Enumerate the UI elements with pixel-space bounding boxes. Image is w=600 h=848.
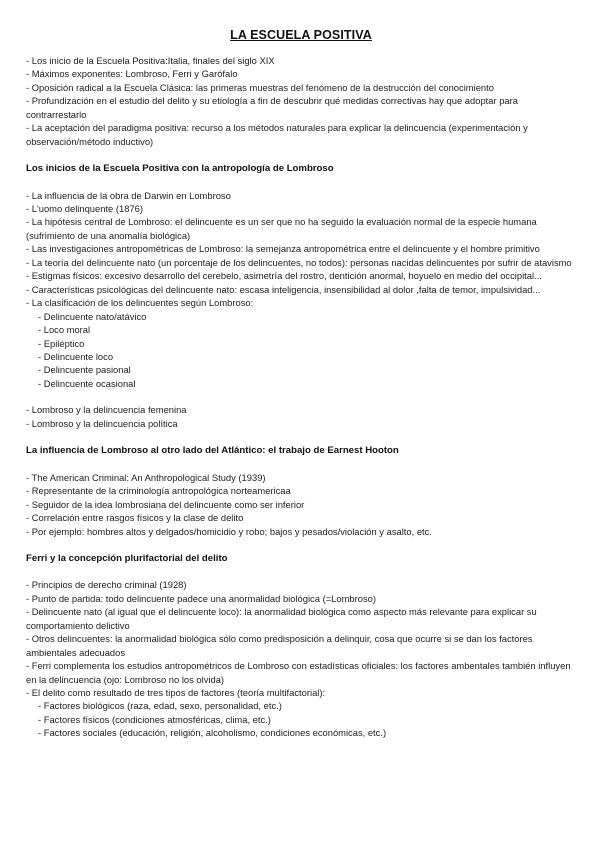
ferri-list (26, 578, 576, 739)
list-item: - Oposición radical a la Escuela Clásica: las primeras muestras del fenómeno de la destrucción del conocimiento (26, 81, 494, 93)
list-item: - La hipótesis central de Lombroso: el delincuente es un ser que no ha seguido la evaluación normal de la especie humana (sufrimiento de una anomalía biológica) (26, 216, 537, 241)
list-item: - La influencia de la obra de Darwin en Lombroso (26, 189, 231, 201)
list-item: - Representante de la criminología antropológica norteamericaa (26, 485, 291, 497)
list-item: - Lombroso y la delincuencia política (26, 417, 178, 429)
list-item: - La teoría del delincuente nato (un porcentaje de los delincuentes, no todos): personas nacidas delincuentes por sufrir de atavismo (26, 256, 572, 268)
list-item: - The American Criminal: An Anthropological Study (1939) (26, 471, 266, 483)
lombroso-list (26, 189, 576, 391)
intro-list (26, 54, 576, 148)
list-item: - Correlación entre rasgos físicos y la clase de delito (26, 512, 244, 524)
list-item: - Otros delincuentes: la anormalidad biológica sólo como predisposición a delinquir, cosa que ocurre si se dan los factores ambientales adecuados (26, 633, 533, 658)
list-item: - Las investigaciones antropométricas de Lombroso: la semejanza antropométrica entre el delincuente y el hombre primitivo (26, 243, 540, 255)
list-item: - L'uomo delinquente (1876) (26, 203, 143, 215)
sub-list-item: - Loco moral (38, 324, 91, 336)
page-title: LA ESCUELA POSITIVA (230, 28, 372, 42)
list-item: - Estigmas físicos: excesivo desarrollo del cerebelo, asimetría del rostro, dentición anormal, hoyuelo en medio del occipital... (26, 270, 542, 282)
hooton-list (26, 471, 576, 538)
list-item: - Lombroso y la delincuencia femenina (26, 404, 187, 416)
sub-list-item: - Delincuente loco (38, 351, 114, 363)
list-item: - Seguidor de la idea lombrosiana del delincuente como ser inferior (26, 498, 305, 510)
sub-list-item: - Delincuente ocasional (38, 377, 136, 389)
list-item: - La aceptación del paradigma positiva: recurso a los métodos naturales para explicar la delincuencia (experimentación y observación/método inductivo) (26, 122, 528, 147)
list-item: - Principios de derecho criminal (1928) (26, 579, 187, 591)
list-item: - Profundización en el estudio del delito y su etiología a fin de descubrir qué medidas correctivas hay que adoptar para contrarrestarlo (26, 95, 518, 120)
lombroso-extra-list (26, 403, 576, 430)
sub-list-item: - Factores físicos (condiciones atmosféricas, clima, etc.) (38, 713, 271, 725)
list-item: - Ferri complementa los estudios antropométricos de Lombroso con estadísticas oficiales: los factores ambentales también influyen en la delincuencia (ojo: Lombroso no los olvida) (26, 660, 571, 685)
section-heading-hooton: La influencia de Lombroso al otro lado del Atlántico: el trabajo de Earnest Hooton (26, 445, 399, 457)
list-item: - Máximos exponentes: Lombroso, Ferri y Garófalo (26, 68, 238, 80)
section-heading-ferri: Ferri y la concepción plurifactorial del delito (26, 552, 228, 564)
list-item: - El delito como resultado de tres tipos de factores (teoría multifactorial): (26, 686, 326, 698)
sub-list-item: - Delincuente pasional (38, 364, 131, 376)
list-item: - Delincuente nato (al igual que el delincuente loco): la anormalidad biológica como aspecto más relevante para explicar su comportamiento delictivo (26, 606, 537, 631)
list-item: - Características psicológicas del delincuente nato: escasa inteligencia, insensibilidad al dolor ,falta de temor, impulsividad... (26, 283, 541, 295)
list-item: - Los inicio de la Escuela Positiva:Italia, finales del siglo XIX (26, 55, 275, 66)
sub-list-item: - Epiléptico (38, 337, 85, 349)
spacer (26, 390, 576, 403)
sub-list-item: - Factores sociales (educación, religión, alcoholismo, condiciones económicas, etc.) (38, 727, 387, 739)
sub-list-item: - Factores biológicos (raza, edad, sexo, personalidad, etc.) (38, 700, 282, 712)
section-heading-lombroso: Los inicios de la Escuela Positiva con la antropología de Lombroso (26, 163, 334, 175)
list-item: - Por ejemplo: hombres altos y delgados/homicidio y robo; bajos y pesados/violación y asalto, etc. (26, 525, 432, 537)
sub-list-item: - Delincuente nato/atávico (38, 310, 147, 322)
list-item: - Punto de partida: todo delincuente padece una anormalidad biológica (=Lombroso) (26, 592, 376, 604)
list-item: - La clasificación de los delincuentes según Lombroso: (26, 297, 254, 309)
